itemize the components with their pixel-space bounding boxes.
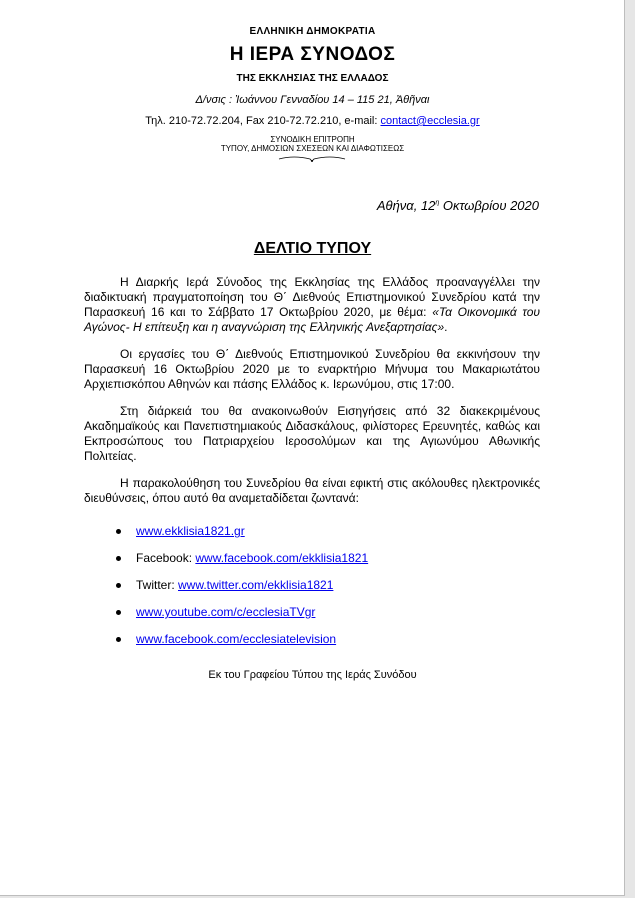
youtube-link[interactable]: www.youtube.com/c/ecclesiaTVgr [136,605,316,619]
bullet-icon [116,610,121,615]
ekklisia-website-link[interactable]: www.ekklisia1821.gr [136,524,245,538]
bullet-icon [116,583,121,588]
email-link[interactable]: contact@ecclesia.gr [380,115,480,127]
list-item [116,605,536,632]
date-day: Αθήνα, 12 [376,198,436,213]
committee-subtitle: ΤΥΠΟΥ, ΔΗΜΟΣΙΩΝ ΣΧΕΣΕΩΝ ΚΑΙ ΔΙΑΦΩΤΙΣΕΩΣ [220,144,405,153]
page-title: ΔΕΛΤΙΟ ΤΥΠΟΥ [253,240,372,257]
ornament-divider-icon [277,153,347,165]
twitter-link[interactable]: www.twitter.com/ekklisia1821 [178,578,334,592]
document-date [377,198,539,213]
paragraph-1-end: . [444,320,448,334]
list-item [116,551,536,578]
church-name: ΤΗΣ ΕΚΚΛΗΣΙΑΣ ΤΗΣ ΕΛΛΑΔΟΣ [236,73,389,84]
country-name: ΕΛΛΗΝΙΚΗ ΔΗΜΟΚΡΑΤΙΑ [249,26,376,37]
list-item [116,578,536,605]
bullet-icon [116,556,121,561]
facebook-link[interactable]: www.facebook.com/ekklisia1821 [195,551,369,565]
postal-address: Δ/νσις : Ἰωάννου Γενναδίου 14 – 115 21, Ἀθῆναι [195,94,430,106]
paragraph-4: Η παρακολούθηση του Συνεδρίου θα είναι εφικτή στις ακόλουθες ηλεκτρονικές διευθύνσεις, όπου αυτό θα αναμεταδίδεται ζωντανά: [84,476,540,505]
paragraph-2: Οι εργασίες του Θ΄ Διεθνούς Επιστημονικού Συνεδρίου θα εκκινήσουν την Παρασκευή 16 Οκτωβρίου 2020 με το εναρκτήριο Μήνυμα του Μακαριωτάτου Αρχιεπισκόπου Αθηνών και πάσης Ελλάδος κ. Ιερωνύμου, στις 17:00. [84,347,540,391]
paragraph-3: Στη διάρκειά του θα ανακοινωθούν Εισηγήσεις από 32 διακεκριμένους Ακαδημαϊκούς και Πανεπιστημιακούς Διδασκάλους, φιλίστορες Ερευνητές, καθώς και Εκπροσώπους του Πατριαρχείου Ιεροσολύμων και της Αγιωνύμου Αθωνικής Πολιτείας. [84,404,540,463]
date-month-year: Οκτωβρίου 2020 [439,198,539,213]
synod-name: Η ΙΕΡΑ ΣΥΝΟΔΟΣ [229,44,396,65]
date-ordinal: η [435,199,440,207]
bullet-icon [116,529,121,534]
list-item [116,632,536,659]
list-item [116,524,536,551]
stream-links-list [116,524,536,659]
committee-title: ΣΥΝΟΔΙΚΗ ΕΠΙΤΡΟΠΗ [270,135,355,144]
paragraph-1-text: Η Διαρκής Ιερά Σύνοδος της Εκκλησίας της Ελλάδος προαναγγέλλει την διαδικτυακή πραγματοποίηση του Θ΄ Διεθνούς Επιστημονικού Συνεδρίου κατά την Παρασκευή 16 και το Σάββατο 17 Οκτωβρίου 2020, με θέμα: [84,275,540,319]
bullet-icon [116,637,121,642]
link-label: Facebook: [136,551,196,565]
ecclesia-tv-facebook-link[interactable]: www.facebook.com/ecclesiatelevision [136,632,337,646]
contact-line [0,115,625,127]
press-release-body [84,275,540,518]
contact-text: Τηλ. 210-72.72.204, Fax 210-72.72.210, e-mail: [145,115,381,127]
signature-line: Εκ του Γραφείου Τύπου της Ιεράς Συνόδου [208,669,417,681]
paragraph-1 [84,275,540,335]
link-label: Twitter: [136,578,179,592]
conference-theme: «Τα Οικονομικά του Αγώνος- Η επίτευξη και η αναγνώριση της Ελληνικής Ανεξαρτησίας» [84,305,541,334]
